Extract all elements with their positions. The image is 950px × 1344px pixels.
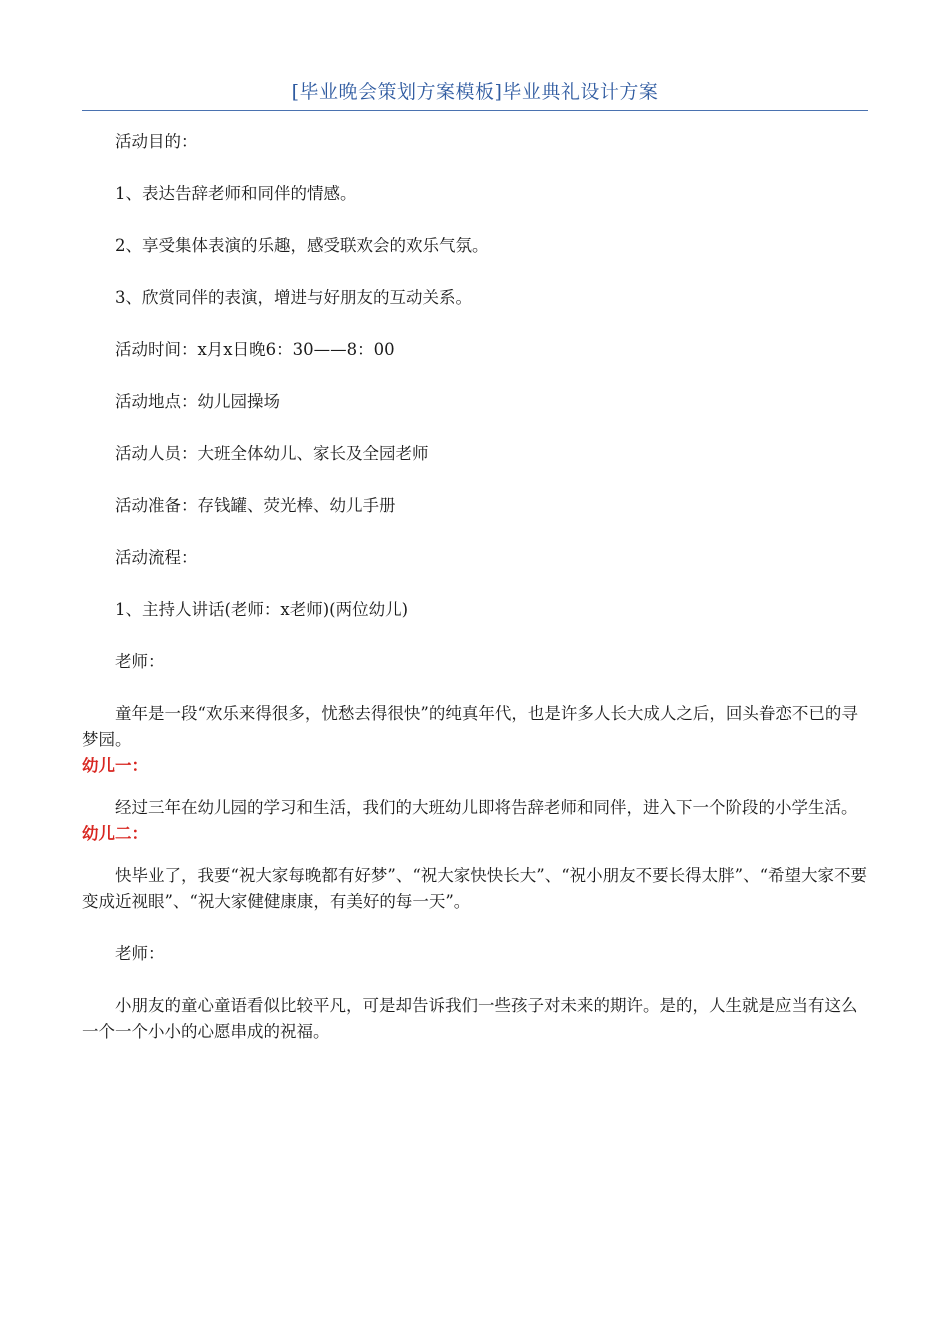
- paragraph-activity-time: 活动时间：x月x日晚6：30——8：00: [115, 340, 395, 359]
- speaker-label-teacher-2: 老师：: [115, 944, 165, 963]
- paragraph-teacher-speech-2: 小朋友的童心童语看似比较平凡，可是却告诉我们一些孩子对未来的期许。是的，人生就是应当有这么一个一个小小的心愿串成的祝福。: [82, 996, 858, 1041]
- paragraph-purpose-1: 1、表达告辞老师和同伴的情感。: [115, 184, 357, 203]
- document-title: [毕业晚会策划方案模板]毕业典礼设计方案: [291, 81, 659, 103]
- paragraph-purpose-3: 3、欣赏同伴的表演，增进与好朋友的互动关系。: [115, 288, 472, 307]
- page-header: [82, 80, 868, 111]
- paragraph-child-one-speech: 经过三年在幼儿园的学习和生活，我们的大班幼儿即将告辞老师和同伴，进入下一个阶段的小学生活。: [115, 798, 858, 817]
- document-body: [82, 129, 868, 1045]
- paragraph-activity-process: 活动流程：: [115, 548, 198, 567]
- paragraph-host-speech: 1、主持人讲话(老师：x老师)(两位幼儿): [115, 600, 409, 619]
- speaker-label-child-two: 幼儿二：: [82, 824, 148, 843]
- paragraph-purpose-2: 2、享受集体表演的乐趣，感受联欢会的欢乐气氛。: [115, 236, 489, 255]
- paragraph-activity-participants: 活动人员：大班全体幼儿、家长及全园老师: [115, 444, 429, 463]
- paragraph-activity-preparation: 活动准备：存钱罐、荧光棒、幼儿手册: [115, 496, 396, 515]
- paragraph-child-two-speech: 快毕业了，我要“祝大家每晚都有好梦”、“祝大家快快长大”、“祝小朋友不要长得太胖”、“希望大家不要变成近视眼”、“祝大家健健康康，有美好的每一天”。: [82, 866, 868, 911]
- paragraph-teacher-speech-1: 童年是一段“欢乐来得很多，忧愁去得很快”的纯真年代，也是许多人长大成人之后，回头眷恋不已的寻梦园。: [82, 704, 858, 749]
- speaker-label-teacher: 老师：: [115, 652, 165, 671]
- paragraph-activity-location: 活动地点：幼儿园操场: [115, 392, 280, 411]
- speaker-label-child-one: 幼儿一：: [82, 756, 148, 775]
- paragraph-activity-purpose: 活动目的：: [115, 132, 198, 151]
